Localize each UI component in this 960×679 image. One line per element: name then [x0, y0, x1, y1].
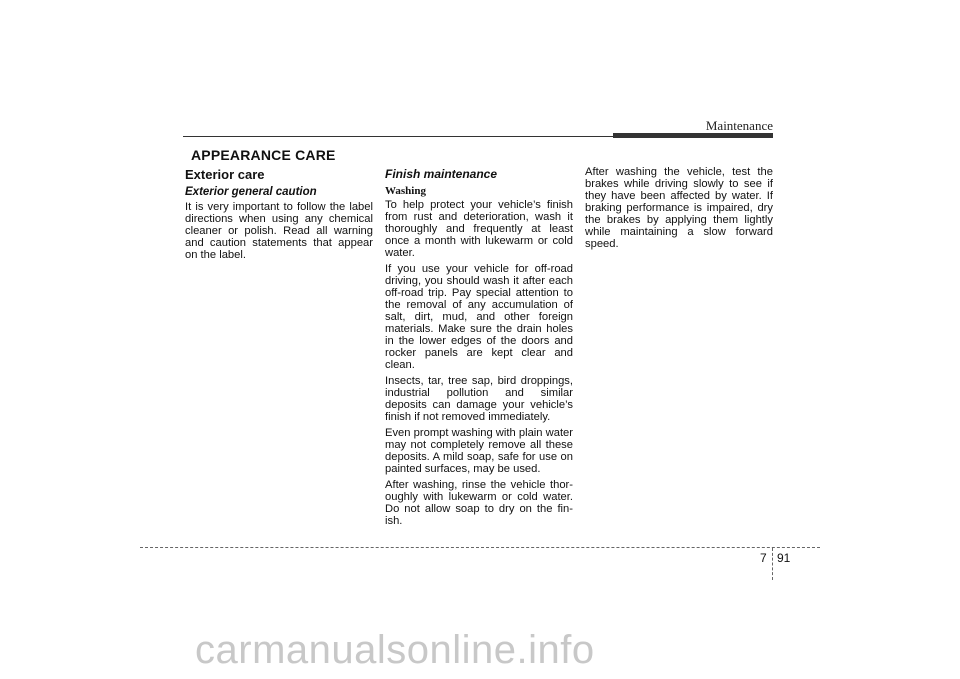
paragraph: Insects, tar, tree sap, bird droppings, industrial pollution and similar deposits can damage your vehicle’s finish if not removed immediately. — [385, 375, 573, 423]
paragraph: If you use your vehicle for off-road driving, you should wash it after each off-road trip. Pay special attention to the removal of any accumulation of salt, dirt, mud, and other foreign materials. Make sure the drain holes in the lower edges of the doors and rocker panels are kept clear and clean. — [385, 263, 573, 371]
paragraph: To help protect your vehicle’s finish from rust and deterioration, wash it thoroughly and frequently at least once a month with lukewarm or cold water. — [385, 199, 573, 259]
header-rule — [183, 136, 613, 137]
paragraph: It is very important to follow the label directions when using any chemical cleaner or polish. Read all warning and caution statements that appear on the label. — [185, 201, 373, 261]
watermark: carmanualsonline.info — [195, 628, 595, 672]
paragraph: Even prompt washing with plain water may not completely remove all these deposits. A mild soap, safe for use on painted surfaces, may be used. — [385, 427, 573, 475]
page-title: APPEARANCE CARE — [191, 147, 336, 163]
paragraph: After washing, rinse the vehicle thor-oughly with lukewarm or cold water. Do not allow soap to dry on the fin-ish. — [385, 479, 573, 527]
exterior-caution-subheading: Exterior general caution — [185, 186, 317, 198]
washing-label: Washing — [385, 185, 426, 197]
finish-maintenance-subheading: Finish maintenance — [385, 167, 498, 181]
footer-page-divider — [772, 548, 773, 580]
column-1 — [185, 168, 373, 265]
paragraph: After washing the vehicle, test the brakes while driving slowly to see if they have been affected by water. If braking performance is impaired, dry the brakes by applying them lightly while maintaining a slow forward speed. — [585, 166, 773, 250]
exterior-care-heading: Exterior care — [185, 167, 265, 182]
column-3 — [585, 166, 773, 254]
chapter-number: 7 — [760, 551, 767, 565]
column-2 — [385, 168, 573, 531]
header-rule-accent — [613, 133, 773, 138]
section-title: Maintenance — [705, 118, 773, 133]
footer-divider — [140, 547, 820, 548]
page-number: 91 — [777, 551, 791, 565]
